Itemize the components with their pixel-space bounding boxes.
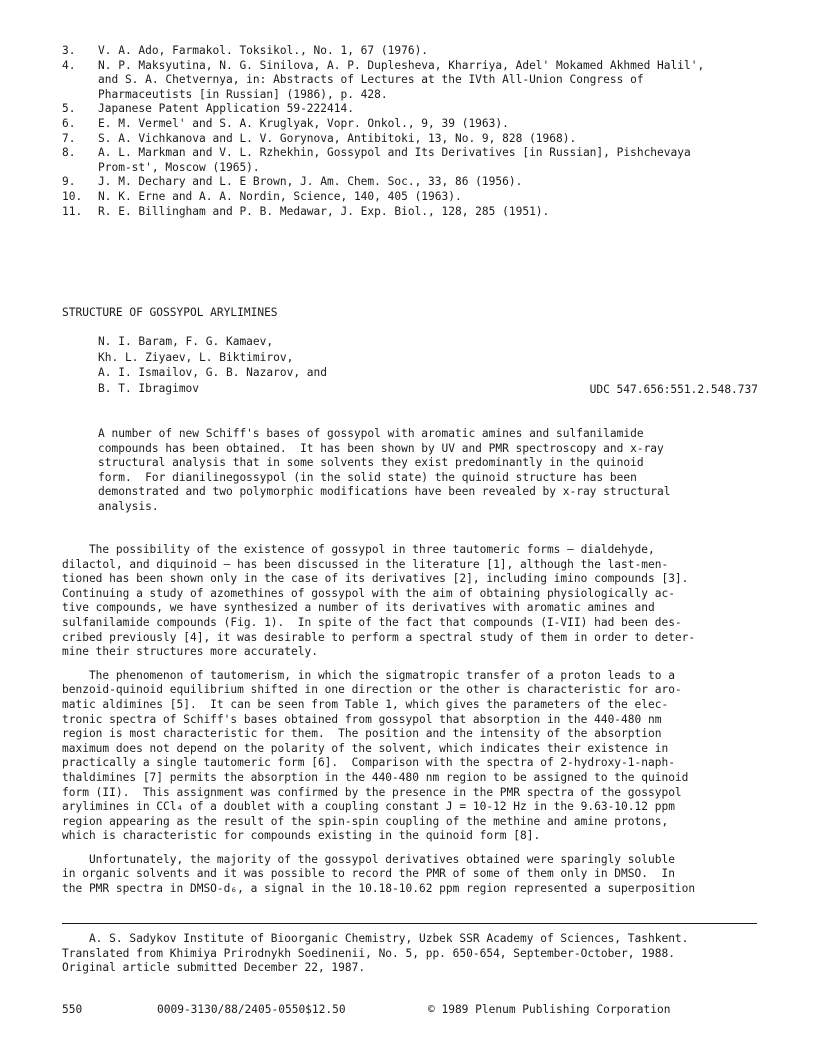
- reference-number: 7.: [62, 131, 76, 145]
- paragraph-3: [62, 853, 762, 897]
- body-line: arylimines in CCl₄ of a doublet with a coupling constant J = 10-12 Hz in the 9.63-10.12 ppm: [62, 800, 675, 814]
- reference-item: [62, 88, 772, 103]
- body-line: The phenomenon of tautomerism, in which the sigmatropic transfer of a proton leads to a: [62, 668, 675, 682]
- copyright-notice: © 1989 Plenum Publishing Corporation: [428, 1003, 671, 1016]
- body-line: tive compounds, we have synthesized a number of its derivatives with aromatic amines and: [62, 601, 655, 615]
- body-line: tronic spectra of Schiff's bases obtained from gossypol that absorption in the 440-480 nm: [62, 712, 662, 726]
- reference-text: S. A. Vichkanova and L. V. Gorynova, Antibitoki, 13, No. 9, 828 (1968).: [98, 131, 577, 145]
- paragraph-2: [62, 669, 762, 844]
- reference-text: V. A. Ado, Farmakol. Toksikol., No. 1, 67 (1976).: [98, 44, 429, 57]
- body-line: matic aldimines [5]. It can be seen from Table 1, which gives the parameters of the elec-: [62, 697, 669, 711]
- reference-item: [62, 117, 772, 132]
- paragraph-gap: [62, 660, 762, 669]
- reference-text: Prom-st', Moscow (1965).: [98, 160, 260, 174]
- reference-text: E. M. Vermel' and S. A. Kruglyak, Vopr. Onkol., 9, 39 (1963).: [98, 116, 509, 130]
- page-number: 550: [62, 1003, 83, 1016]
- reference-item: [62, 190, 772, 205]
- reference-text: A. L. Markman and V. L. Rzhekhin, Gossypol and Its Derivatives [in Russian], Pishchevaya: [98, 146, 691, 160]
- body-line: Continuing a study of azomethines of gossypol with the aim of obtaining physiologically ac-: [62, 586, 675, 600]
- author-block: [98, 335, 758, 397]
- reference-text: N. P. Maksyutina, N. G. Sinilova, A. P. Duplesheva, Kharriya, Adel' Mokamed Akhmed Halil',: [98, 58, 705, 72]
- body-line: tioned has been shown only in the case of its derivatives [2], including imino compounds [3].: [62, 572, 689, 586]
- abstract-line: A number of new Schiff's bases of gossypol with aromatic amines and sulfanilamide: [98, 427, 644, 440]
- reference-item: [62, 205, 772, 220]
- reference-number: 6.: [62, 116, 76, 130]
- reference-number: 4.: [62, 58, 76, 72]
- paragraph-gap: [62, 844, 762, 853]
- abstract-line: compounds has been obtained. It has been shown by UV and PMR spectroscopy and x-ray: [98, 441, 664, 455]
- reference-number: 9.: [62, 175, 76, 189]
- reference-text: Japanese Patent Application 59-222414.: [98, 102, 354, 116]
- body-line: mine their structures more accurately.: [62, 645, 318, 659]
- reference-number: 10.: [62, 189, 83, 203]
- reference-item: [62, 102, 772, 117]
- abstract-line: analysis.: [98, 499, 159, 513]
- abstract: [98, 427, 738, 515]
- reference-list: [62, 44, 772, 219]
- body-line: the PMR spectra in DMSO-d₆, a signal in the 10.18-10.62 ppm region represented a superposition: [62, 882, 696, 896]
- body-line: form (II). This assignment was confirmed by the presence in the PMR spectra of the gossypol: [62, 785, 682, 799]
- footnote: [62, 932, 782, 976]
- article-body: [62, 543, 762, 897]
- reference-item: [62, 73, 772, 88]
- reference-text: J. M. Dechary and L. E Brown, J. Am. Chem. Soc., 33, 86 (1956).: [98, 175, 523, 189]
- footnote-line: A. S. Sadykov Institute of Bioorganic Chemistry, Uzbek SSR Academy of Sciences, Tashkent.: [62, 932, 689, 945]
- body-line: region appearing as the result of the spin-spin coupling of the methine and amine protons,: [62, 814, 669, 828]
- body-line: cribed previously [4], it was desirable to perform a spectral study of them in order to deter-: [62, 630, 696, 644]
- author-line: N. I. Baram, F. G. Kamaev,: [98, 335, 274, 348]
- body-line: which is characteristic for compounds existing in the quinoid form [8].: [62, 829, 541, 843]
- reference-text: and S. A. Chetvernya, in: Abstracts of Lectures at the IVth All-Union Congress of: [98, 73, 644, 87]
- body-line: The possibility of the existence of gossypol in three tautomeric forms — dialdehyde,: [62, 543, 655, 556]
- author-line: B. T. Ibragimov: [98, 381, 200, 395]
- reference-item: [62, 44, 772, 59]
- body-line: practically a single tautomeric form [6]. Comparison with the spectra of 2-hydroxy-1-naph-: [62, 756, 675, 770]
- paragraph-1: [62, 543, 762, 660]
- reference-item: [62, 59, 772, 74]
- reference-number: 5.: [62, 102, 76, 116]
- body-line: region is most characteristic for them. The position and the intensity of the absorption: [62, 727, 662, 741]
- reference-number: 3.: [62, 44, 76, 57]
- reference-item: [62, 132, 772, 147]
- reference-number: 11.: [62, 204, 83, 218]
- body-line: dilactol, and diquinoid — has been discussed in the literature [1], although the last-men-: [62, 557, 669, 571]
- page-footer: [62, 1003, 762, 1019]
- reference-number: 8.: [62, 146, 76, 160]
- author-line: A. I. Ismailov, G. B. Nazarov, and: [98, 366, 328, 380]
- reference-item: [62, 146, 772, 161]
- abstract-line: form. For dianilinegossypol (in the solid state) the quinoid structure has been: [98, 470, 637, 484]
- reference-text: Pharmaceutists [in Russian] (1986), p. 428.: [98, 87, 388, 101]
- reference-number: [62, 88, 98, 103]
- reference-number: [62, 73, 98, 88]
- body-line: maximum does not depend on the polarity of the solvent, which indicates their existence in: [62, 741, 669, 755]
- abstract-line: structural analysis that in some solvents they exist predominantly in the quinoid: [98, 456, 644, 470]
- footnote-rule: [62, 923, 757, 924]
- article-title: STRUCTURE OF GOSSYPOL ARYLIMINES: [62, 306, 278, 319]
- body-line: thaldimines [7] permits the absorption in the 440-480 nm region to be assigned to the quinoid: [62, 770, 689, 784]
- footnote-line: Original article submitted December 22, 1987.: [62, 961, 366, 975]
- abstract-line: demonstrated and two polymorphic modifications have been revealed by x-ray structural: [98, 485, 671, 499]
- reference-text: R. E. Billingham and P. B. Medawar, J. Exp. Biol., 128, 285 (1951).: [98, 204, 550, 218]
- body-line: in organic solvents and it was possible to record the PMR of some of them only in DMSO. In: [62, 867, 675, 881]
- reference-item: [62, 175, 772, 190]
- reference-text: N. K. Erne and A. A. Nordin, Science, 140, 405 (1963).: [98, 189, 462, 203]
- reference-number: [62, 161, 98, 176]
- footnote-line: Translated from Khimiya Prirodnykh Soedinenii, No. 5, pp. 650-654, September-October, 1988.: [62, 946, 675, 960]
- reference-item: [62, 161, 772, 176]
- body-line: benzoid-quinoid equilibrium shifted in one direction or the other is characteristic for aro-: [62, 683, 682, 697]
- author-line: Kh. L. Ziyaev, L. Biktimirov,: [98, 350, 294, 364]
- body-line: Unfortunately, the majority of the gossypol derivatives obtained were sparingly soluble: [62, 852, 675, 866]
- body-line: sulfanilamide compounds (Fig. 1). In spite of the fact that compounds (I-VII) had been des-: [62, 615, 682, 629]
- udc-code: UDC 547.656:551.2.548.737: [589, 382, 758, 396]
- issn-code: 0009-3130/88/2405-0550$12.50: [157, 1003, 346, 1016]
